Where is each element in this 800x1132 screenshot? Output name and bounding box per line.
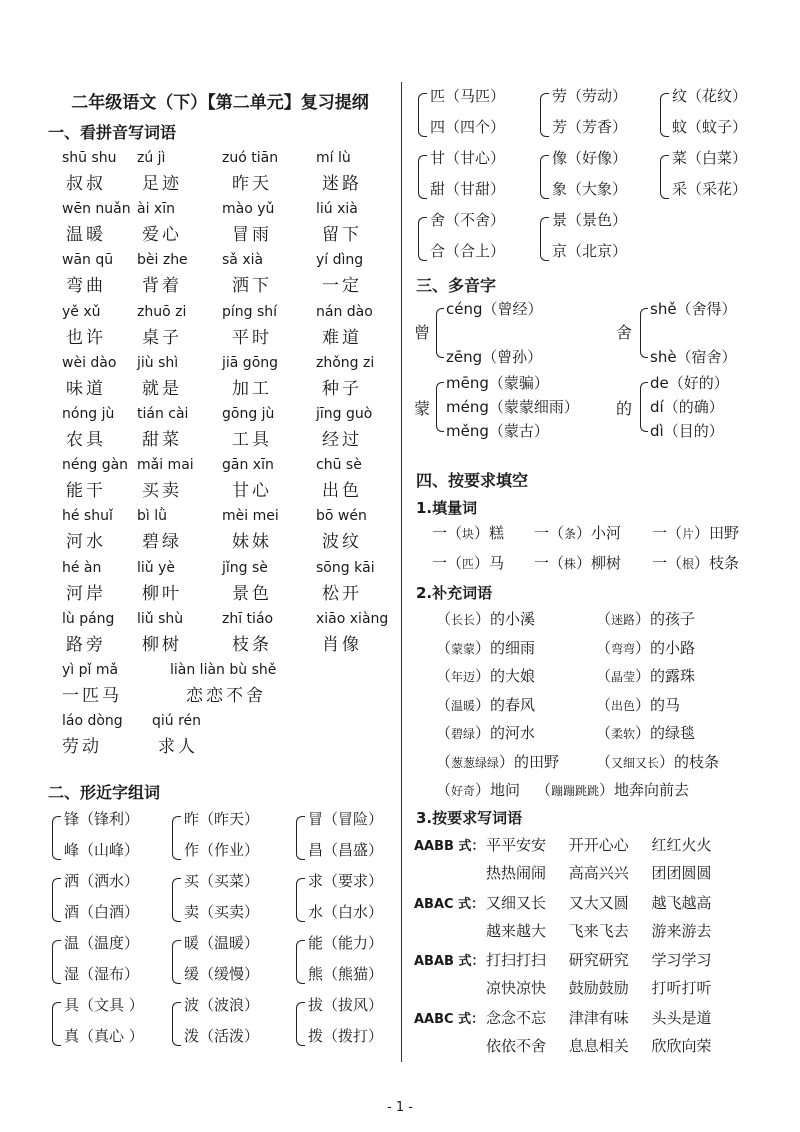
polyphone-reading: měng（蒙古） (446, 422, 549, 440)
pinyin-label: bì lǜ (137, 508, 167, 525)
hanzi-answer: 甘心 (232, 481, 272, 502)
brace-icon (540, 217, 549, 261)
paren-close: ） (635, 695, 651, 714)
hanzi-answer: 农具 (66, 430, 106, 450)
pinyin-label: xiāo xiàng (316, 610, 389, 627)
pattern-label: AABB 式： (414, 839, 485, 854)
paren-close: ） (635, 667, 651, 685)
pinyin-label: qiú rén (152, 713, 202, 730)
prefix: 一（ (652, 554, 683, 572)
brace-icon (296, 1002, 305, 1046)
suffix: ）小河 (576, 524, 622, 542)
measure-word-item (652, 522, 739, 543)
sub3-heading: 3.按要求写词语 (416, 809, 523, 827)
char-word: 甜（甘甜） (430, 180, 506, 198)
hanzi-answer: 就是 (142, 378, 182, 399)
suffix: 的河水 (490, 724, 536, 742)
brace-icon (540, 93, 549, 137)
pinyin-label: bō wén (316, 508, 367, 525)
pinyin-label: liú xià (316, 201, 358, 218)
hanzi-answer: 恋恋不舍 (186, 686, 266, 706)
supplement-item (596, 694, 680, 715)
char-word: 甘（甘心） (430, 149, 506, 167)
char-word: 波（波浪） (184, 996, 260, 1014)
brace-icon (436, 382, 444, 432)
hanzi-answer: 也许 (66, 327, 106, 348)
answer: 匹 (462, 557, 475, 571)
brace-icon (640, 308, 648, 358)
brace-icon (418, 217, 427, 261)
suffix: 的露珠 (650, 667, 696, 685)
char-word: 芳（芳香） (552, 118, 628, 136)
brace-icon (436, 308, 444, 358)
pinyin-label: jiā gōng (222, 354, 279, 371)
pattern-words-line: 越来越大 飞来飞去 游来游去 (486, 921, 712, 940)
char-word: 京（北京） (552, 242, 628, 260)
paren-open: （ (596, 752, 612, 771)
char-word: 冒（冒险） (308, 810, 384, 828)
pattern-words-line: 又细又长 又大又圆 越飞越高 (486, 893, 712, 912)
answer: 片 (682, 527, 695, 541)
paren-close: ） (475, 667, 491, 685)
section1-heading: 一、看拼音写词语 (48, 123, 177, 142)
suffix: 的绿毯 (650, 724, 696, 742)
suffix: 的田野 (514, 752, 560, 771)
hanzi-answer: 难道 (322, 327, 362, 348)
paren-open: （ (436, 695, 452, 714)
char-word: 缓（缓慢） (184, 965, 260, 983)
hanzi-answer: 柳树 (142, 634, 182, 655)
char-word: 熊（熊猫） (308, 965, 384, 983)
brace-icon (660, 93, 669, 137)
brace-icon (52, 1002, 61, 1046)
pinyin-label: lù páng (62, 610, 115, 627)
pinyin-label: gōng jù (222, 406, 275, 422)
char-word: 酒（白酒） (64, 903, 140, 921)
pinyin-label: mǎi mai (137, 457, 194, 474)
pattern-words-line: 念念不忘 津津有味 头头是道 (486, 1008, 712, 1027)
char-word: 泼（活泼） (184, 1027, 260, 1045)
char-word: 四（四个） (430, 118, 506, 136)
char-word: 能（能力） (308, 934, 384, 952)
paren-close: ） (475, 695, 491, 714)
prefix: 一（ (534, 524, 565, 542)
char-word: 劳（劳动） (552, 87, 628, 105)
pinyin-label: zhuō zi (137, 303, 187, 320)
hanzi-answer: 弯曲 (66, 276, 106, 297)
brace-icon (52, 816, 61, 860)
paren-close: ） (475, 781, 491, 799)
suffix: 的小路 (650, 638, 696, 657)
pattern-label: AABC 式： (414, 1011, 485, 1027)
char-word: 纹（花纹） (672, 87, 748, 105)
char-word: 湿（湿布） (64, 965, 140, 983)
pinyin-label: bèi zhe (137, 252, 188, 269)
pinyin-label: jǐng sè (222, 559, 268, 576)
suffix: ）马 (474, 554, 505, 572)
hanzi-answer: 枝条 (232, 634, 272, 655)
paren-open: （ (536, 781, 552, 799)
hanzi-answer: 工具 (232, 430, 272, 450)
char-word: 象（大象） (552, 180, 628, 198)
paren-close: ） (635, 638, 651, 657)
answer: 长长 (451, 613, 476, 627)
pinyin-label: chū sè (316, 457, 362, 474)
pinyin-label: néng gàn (62, 457, 129, 474)
pinyin-label: mào yǔ (222, 201, 275, 218)
answer: 葱葱绿绿 (451, 755, 500, 770)
char-word: 匹（马匹） (430, 87, 506, 105)
polyphone-reading: shè（宿舍） (650, 348, 737, 366)
pinyin-label: liàn liàn bù shě (170, 662, 277, 678)
char-word: 舍（不舍） (430, 211, 506, 229)
paren-open: （ (436, 638, 452, 657)
pinyin-label: yì pǐ mǎ (62, 662, 119, 678)
answer: 碧绿 (451, 727, 476, 741)
hanzi-answer: 一匹马 (62, 686, 122, 706)
measure-word-item (652, 552, 739, 573)
char-word: 锋（锋利） (64, 810, 140, 828)
column-divider (401, 82, 402, 1062)
section4-heading: 四、按要求填空 (416, 471, 529, 490)
pinyin-label: sōng kāi (316, 559, 375, 576)
char-word: 拨（拨打） (308, 1027, 384, 1045)
paren-open: （ (436, 781, 452, 799)
hanzi-answer: 足迹 (142, 174, 182, 194)
supplement-item (436, 665, 535, 686)
brace-icon (540, 155, 549, 199)
hanzi-answer: 劳动 (62, 737, 102, 758)
pinyin-label: yě xǔ (62, 303, 101, 320)
char-word: 蚊（蚊子） (672, 118, 748, 136)
paren-close: ） (475, 638, 491, 657)
hanzi-answer: 温暖 (66, 225, 106, 246)
hanzi-answer: 爱心 (142, 225, 182, 246)
pattern-words-line: 依依不舍 息息相关 欣欣向荣 (486, 1036, 712, 1055)
polyphone-reading: de（好的） (650, 374, 729, 392)
paren-open: （ (596, 610, 612, 628)
char-word: 买（买菜） (184, 872, 260, 890)
char-word: 像（好像） (552, 149, 628, 167)
hanzi-answer: 留下 (322, 225, 362, 246)
char-word: 峰（山峰） (64, 841, 140, 859)
char-word: 暖（温暖） (184, 934, 260, 952)
paren-close: ） (599, 781, 615, 799)
suffix: 的马 (650, 695, 681, 714)
measure-word-item (534, 552, 621, 573)
char-word: 昨（昨天） (184, 810, 260, 828)
brace-icon (172, 940, 181, 984)
answer: 好奇 (451, 784, 476, 798)
char-word: 景（景色） (552, 211, 628, 229)
hanzi-answer: 能干 (66, 481, 106, 502)
char-word: 菜（白菜） (672, 149, 748, 167)
hanzi-answer: 出色 (322, 481, 362, 502)
sub2-heading: 2.补充词语 (416, 584, 493, 602)
paren-close: ） (659, 752, 675, 771)
suffix: ）柳树 (576, 554, 622, 572)
answer: 又细又长 (611, 755, 660, 770)
pinyin-label: wēn nuǎn (62, 201, 131, 218)
pinyin-label: wān qū (62, 252, 114, 269)
char-word: 昌（昌盛） (308, 841, 384, 859)
hanzi-answer: 叔叔 (66, 174, 106, 194)
hanzi-answer: 河岸 (66, 583, 106, 604)
pinyin-label: zhī tiáo (222, 610, 274, 627)
brace-icon (296, 878, 305, 922)
pinyin-label: láo dòng (62, 713, 123, 730)
prefix: 一（ (432, 554, 463, 572)
pinyin-label: jīng guò (316, 406, 373, 422)
paren-close: ） (499, 752, 515, 771)
polyphone-reading: dì（目的） (650, 422, 724, 440)
supplement-item (596, 665, 695, 686)
polyphone-char: 舍 (616, 323, 633, 342)
char-word: 真（真心 ） (64, 1027, 144, 1045)
measure-word-item (432, 522, 504, 543)
suffix: ）糕 (474, 524, 505, 542)
hanzi-answer: 松开 (322, 583, 362, 604)
pinyin-label: zú jì (137, 150, 166, 166)
answer: 柔软 (611, 727, 636, 741)
pattern-words-line: 热热闹闹 高高兴兴 团团圆圆 (486, 864, 712, 882)
pinyin-label: nóng jù (62, 406, 115, 422)
hanzi-answer: 冒雨 (232, 225, 272, 246)
hanzi-answer: 昨天 (232, 174, 272, 194)
hanzi-answer: 景色 (232, 583, 272, 604)
polyphone-reading: shě（舍得） (650, 300, 737, 318)
polyphone-char: 的 (616, 399, 633, 418)
brace-icon (660, 155, 669, 199)
pinyin-label: jiù shì (137, 354, 179, 371)
paren-close: ） (475, 610, 491, 628)
hanzi-answer: 碧绿 (142, 532, 182, 553)
hanzi-answer: 一定 (322, 276, 362, 297)
hanzi-answer: 买卖 (142, 481, 182, 502)
paren-close: ） (475, 724, 491, 742)
char-word: 合（合上） (430, 242, 506, 260)
hanzi-answer: 背着 (142, 276, 182, 297)
supplement-item (436, 751, 559, 772)
suffix: 地问 (490, 781, 521, 799)
pinyin-label: zuó tiān (222, 150, 279, 166)
suffix: 的孩子 (650, 610, 696, 628)
answer: 蹦蹦跳跳 (551, 784, 600, 798)
pattern-label: ABAB 式： (414, 954, 485, 969)
prefix: 一（ (652, 524, 683, 542)
suffix: 的细雨 (490, 638, 536, 657)
polyphone-reading: céng（曾经） (446, 300, 543, 318)
suffix: 的春风 (490, 695, 536, 714)
paren-close: ） (635, 610, 651, 628)
page-title: 二年级语文（下）【第二单元】复习提纲 (71, 93, 369, 113)
supplement-item (596, 608, 695, 629)
hanzi-answer: 迷路 (322, 174, 362, 194)
pinyin-label: zhǒng zi (316, 354, 375, 371)
supplement-item (596, 722, 695, 743)
supplement-item (436, 637, 535, 658)
paren-open: （ (596, 667, 612, 685)
char-word: 作（作业） (184, 841, 260, 859)
char-word: 拔（拔风） (308, 996, 384, 1014)
pinyin-label: tián cài (137, 406, 189, 422)
hanzi-answer: 路旁 (66, 634, 106, 655)
char-word: 洒（洒水） (64, 872, 140, 890)
hanzi-answer: 加工 (232, 378, 272, 399)
pinyin-label: mí lù (316, 150, 351, 166)
brace-icon (418, 93, 427, 137)
hanzi-answer: 妹妹 (232, 532, 272, 553)
suffix: 地奔向前去 (614, 781, 690, 799)
answer: 年迈 (451, 670, 476, 684)
hanzi-answer: 河水 (66, 532, 106, 553)
answer: 根 (682, 557, 695, 571)
hanzi-answer: 味道 (66, 378, 106, 399)
polyphone-char: 曾 (414, 323, 431, 342)
pinyin-label: ài xīn (137, 201, 175, 218)
pinyin-label: liǔ yè (137, 559, 176, 576)
supplement-item (436, 608, 535, 629)
supplement-item (536, 779, 689, 800)
paren-open: （ (436, 724, 452, 742)
suffix: 的枝条 (674, 752, 720, 771)
pattern-words-line: 平平安安 开开心心 红红火火 (486, 836, 712, 854)
hanzi-answer: 肖像 (322, 634, 362, 655)
supplement-item (436, 722, 535, 743)
supplement-item (436, 694, 535, 715)
brace-icon (418, 155, 427, 199)
paren-open: （ (596, 695, 612, 714)
char-word: 卖（买卖） (184, 903, 260, 921)
polyphone-reading: zēng（曾孙） (446, 348, 543, 366)
brace-icon (172, 1002, 181, 1046)
suffix: ）田野 (694, 524, 740, 542)
suffix: 的小溪 (490, 610, 536, 628)
answer: 温暖 (451, 698, 476, 713)
brace-icon (172, 878, 181, 922)
paren-open: （ (436, 752, 452, 771)
answer: 株 (564, 557, 577, 571)
prefix: 一（ (534, 554, 565, 572)
pinyin-label: hé shuǐ (62, 508, 113, 525)
answer: 蒙蒙 (451, 641, 476, 656)
answer: 条 (564, 527, 577, 541)
pinyin-label: nán dào (316, 303, 373, 320)
polyphone-reading: méng（蒙蒙细雨） (446, 398, 579, 416)
char-word: 采（采花） (672, 180, 748, 198)
hanzi-answer: 种子 (322, 378, 362, 399)
char-word: 温（温度） (64, 934, 140, 952)
measure-word-item (534, 522, 621, 543)
measure-word-item (432, 552, 504, 573)
hanzi-answer: 平时 (232, 327, 272, 348)
hanzi-answer: 柳叶 (142, 583, 182, 604)
pinyin-label: gān xīn (222, 457, 274, 474)
polyphone-char: 蒙 (414, 399, 431, 418)
pattern-words-line: 打扫打扫 研究研究 学习学习 (486, 951, 712, 969)
hanzi-answer: 波纹 (322, 532, 362, 553)
prefix: 一（ (432, 524, 463, 542)
char-word: 具（文具 ） (64, 996, 144, 1014)
pinyin-label: hé àn (62, 559, 102, 576)
paren-open: （ (436, 667, 452, 685)
page-number: - 1 - (387, 1100, 413, 1115)
pattern-words-line: 凉快凉快 鼓励鼓励 打听打听 (486, 979, 712, 997)
paren-open: （ (596, 724, 612, 742)
paren-close: ） (635, 724, 651, 742)
sub1-heading: 1.填量词 (416, 499, 478, 517)
brace-icon (52, 940, 61, 984)
section3-heading: 三、多音字 (416, 276, 497, 295)
hanzi-answer: 洒下 (232, 276, 272, 297)
pinyin-label: shū shu (62, 150, 117, 166)
char-word: 求（要求） (308, 872, 384, 890)
hanzi-answer: 求人 (158, 737, 198, 758)
answer: 晶莹 (611, 670, 636, 684)
brace-icon (640, 382, 648, 432)
paren-open: （ (596, 638, 612, 657)
brace-icon (296, 816, 305, 860)
answer: 块 (462, 527, 475, 541)
polyphone-reading: mēng（蒙骗） (446, 374, 549, 392)
answer: 出色 (611, 698, 636, 713)
char-word: 水（白水） (308, 903, 384, 921)
supplement-item (596, 637, 695, 658)
pinyin-label: sǎ xià (222, 252, 264, 269)
brace-icon (172, 816, 181, 860)
pinyin-label: mèi mei (222, 508, 279, 525)
supplement-item (436, 779, 520, 800)
pinyin-label: liǔ shù (137, 610, 184, 627)
section2-heading: 二、形近字组词 (48, 783, 161, 802)
brace-icon (52, 878, 61, 922)
pinyin-label: píng shí (222, 303, 278, 320)
answer: 弯弯 (611, 641, 636, 656)
supplement-item (596, 751, 719, 772)
hanzi-answer: 经过 (322, 430, 362, 450)
suffix: ）枝条 (694, 554, 740, 572)
brace-icon (296, 940, 305, 984)
pinyin-label: wèi dào (62, 354, 117, 371)
polyphone-reading: dí（的确） (650, 398, 724, 416)
hanzi-answer: 甜菜 (142, 430, 182, 450)
pinyin-label: yí dìng (316, 252, 364, 269)
answer: 迷路 (611, 613, 636, 627)
suffix: 的大娘 (490, 667, 536, 685)
paren-open: （ (436, 610, 452, 628)
hanzi-answer: 桌子 (142, 327, 182, 348)
pattern-label: ABAC 式： (414, 896, 485, 912)
